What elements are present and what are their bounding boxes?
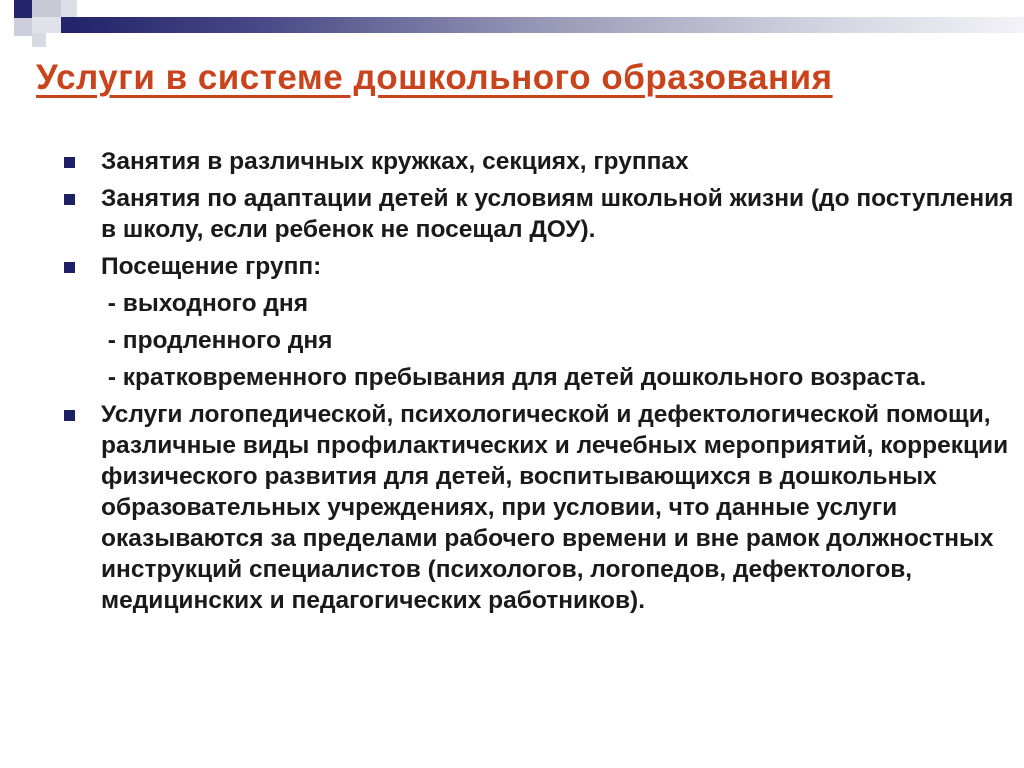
square-bullet-icon [64,262,75,273]
list-item [64,146,1014,177]
square-bullet-icon [64,157,75,168]
list-item-text: Занятия в различных кружках, секциях, группах [101,148,689,175]
sub-list-item-text: - продленного дня [101,327,333,354]
bullet-list [64,146,1014,622]
decor-square [32,17,61,33]
decor-square [32,0,62,17]
list-item [64,183,1014,245]
slide-title: Услуги в системе дошкольного образования [36,58,833,97]
sub-list-item [64,325,1014,356]
square-bullet-icon [64,410,75,421]
sub-list-item-text: - выходного дня [101,290,309,317]
decor-square-navy [14,0,32,18]
list-item [64,399,1014,616]
decor-square [61,0,77,17]
list-item-text: Занятия по адаптации детей к условиям школьной жизни (до поступления в школу, если ребенок не посещал ДОУ). [101,185,1014,243]
decor-square [14,18,32,36]
square-bullet-icon [64,194,75,205]
sub-list-item [64,288,1014,319]
list-item-text: Посещение групп: [101,253,322,280]
decor-square-navy [61,17,77,33]
list-item [64,251,1014,282]
header-gradient-bar [77,17,1024,33]
decor-square [32,33,46,47]
sub-list-item [64,362,1014,393]
sub-list-item-text: - кратковременного пребывания для детей дошкольного возраста. [101,364,927,391]
list-item-text: Услуги логопедической, психологической и дефектологической помощи, различные виды профилактических и лечебных мероприятий, коррекции физического развития для детей, воспитывающихся в дошкольных образовательных учреждениях, при условии, что данные услуги оказываются за пределами рабочего времени и вне рамок должностных инструкций специалистов (психологов, логопедов, дефектологов, медицинских и педагогических работников). [101,401,1009,614]
